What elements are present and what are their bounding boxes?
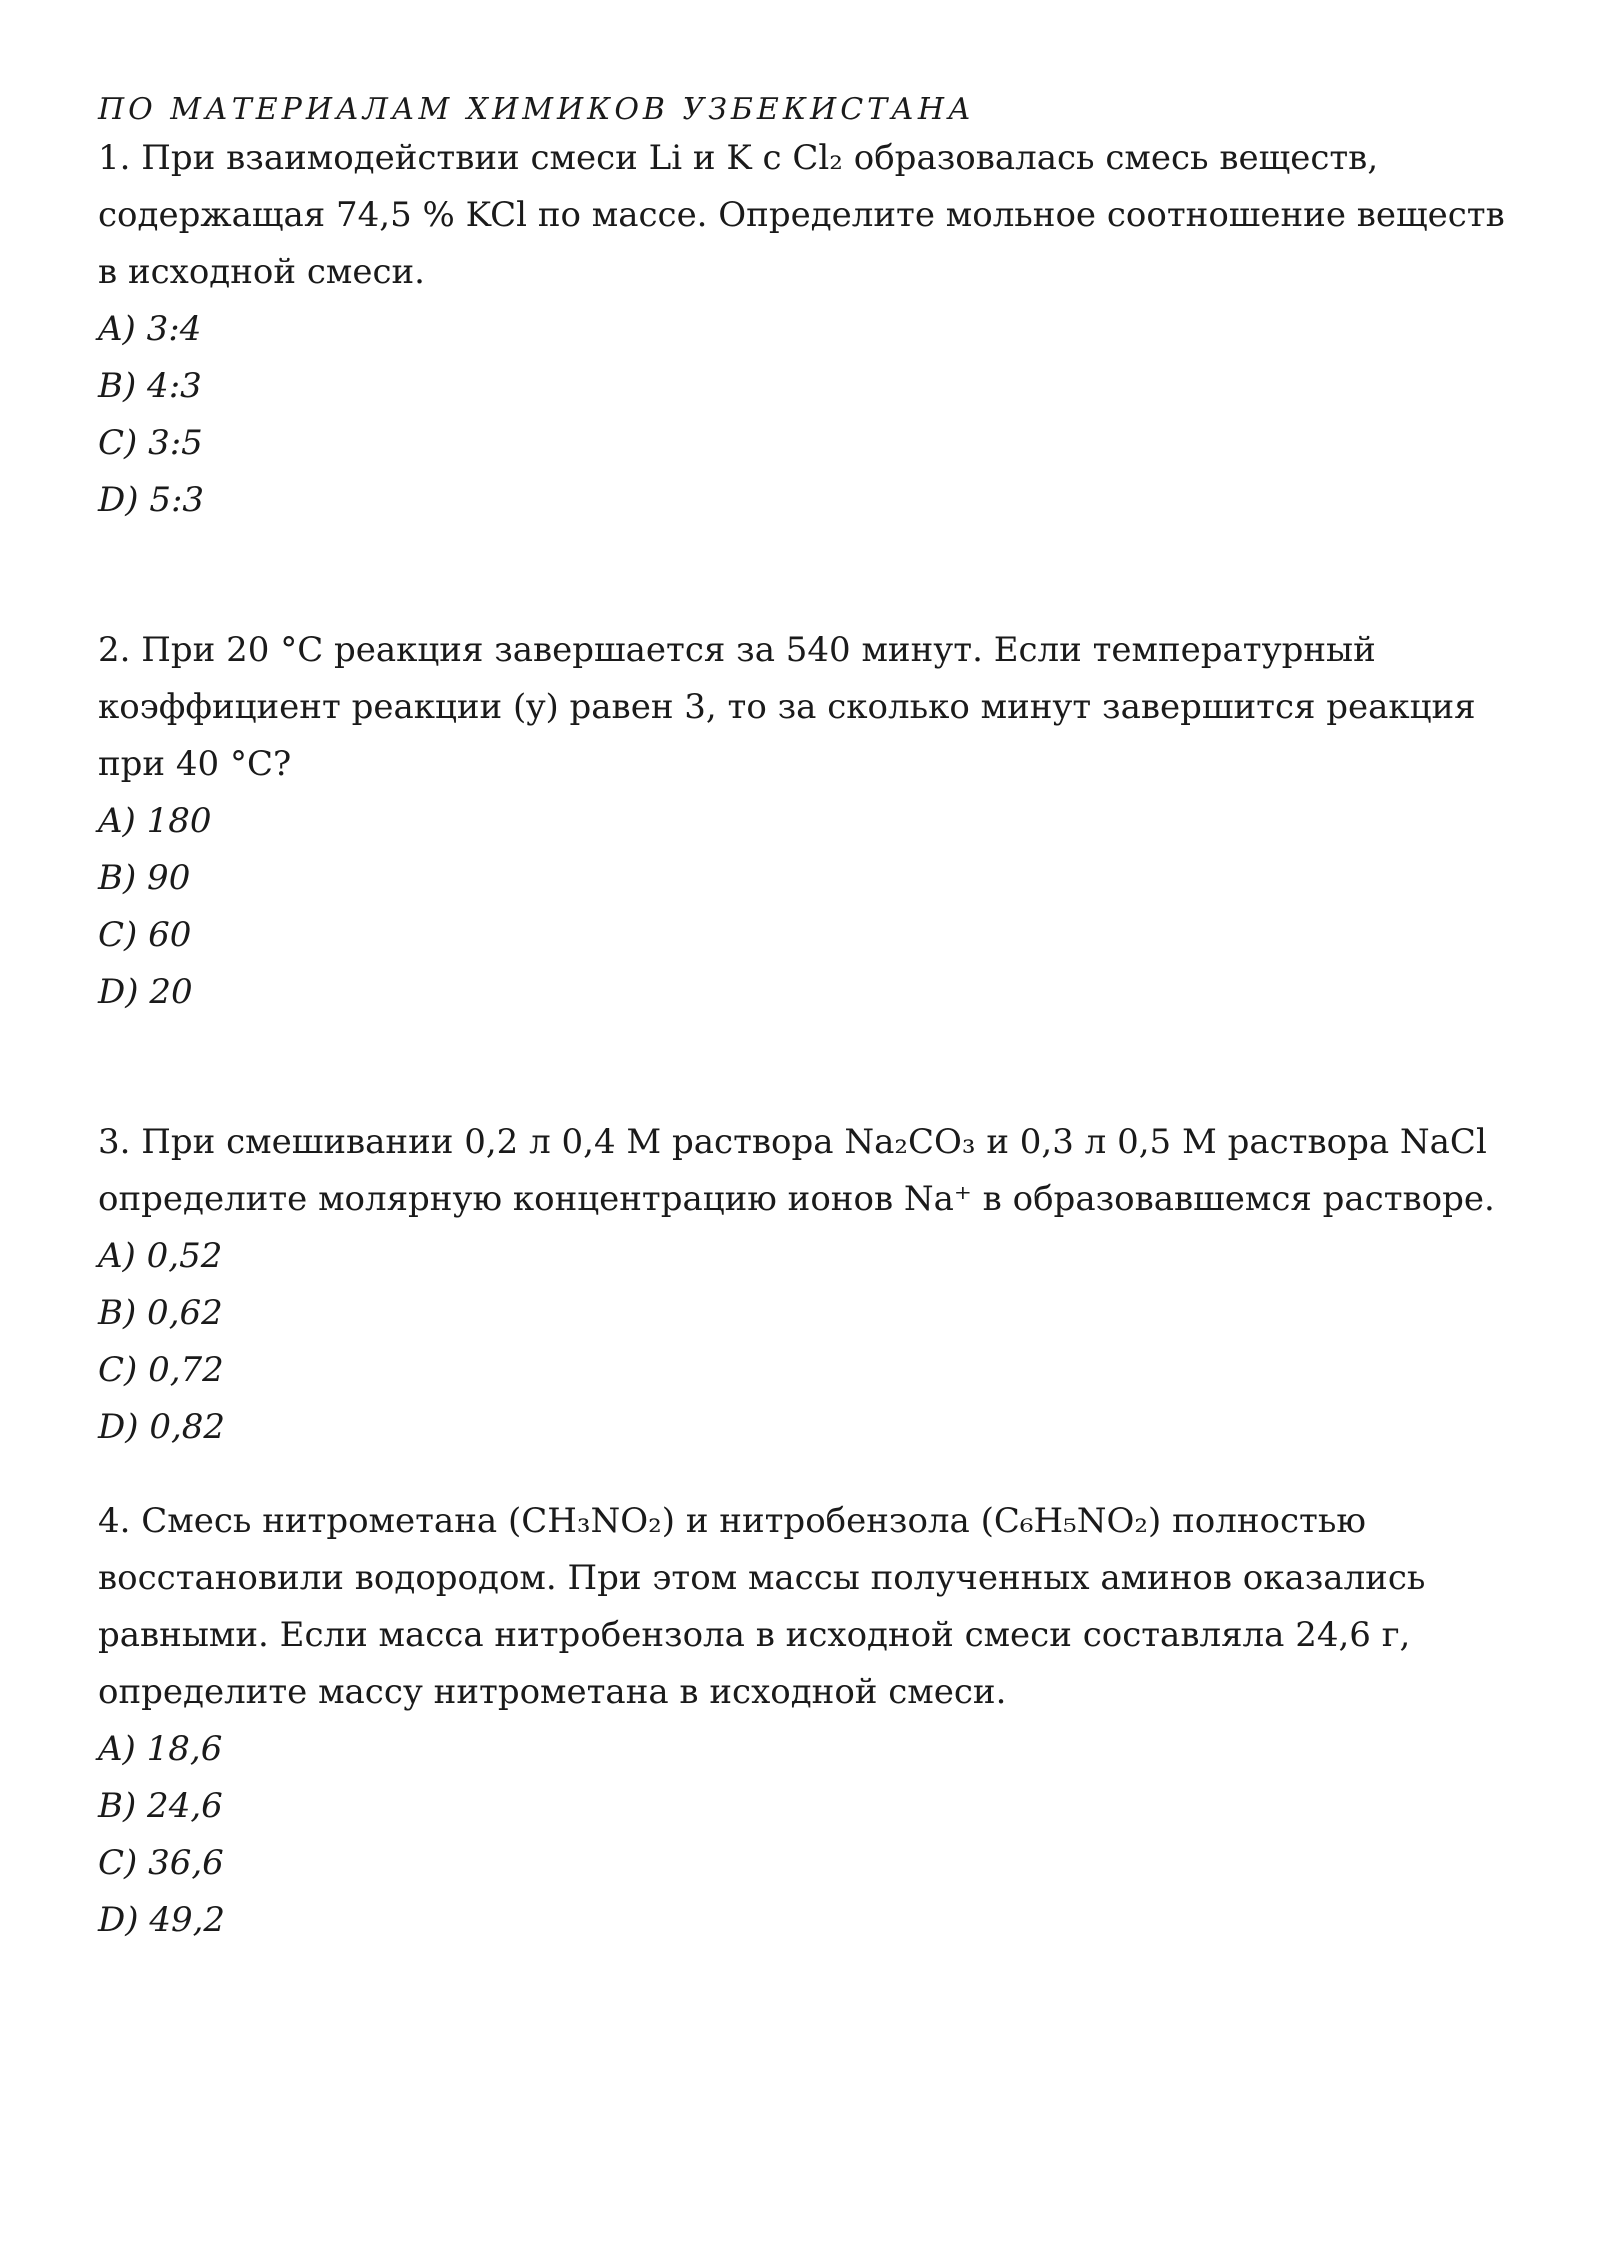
question-3-option-c: C) 0,72 <box>98 1350 224 1390</box>
question-2-option-b: B) 90 <box>98 858 191 898</box>
question-4-option-c: C) 36,6 <box>98 1843 224 1883</box>
question-1-options <box>98 301 1518 529</box>
question-2-option-d: D) 20 <box>98 972 193 1012</box>
question-3-option-d: D) 0,82 <box>98 1407 226 1447</box>
question-4-option-d: D) 49,2 <box>98 1900 226 1940</box>
question-2-option-c: C) 60 <box>98 915 192 955</box>
question-1 <box>98 130 1518 529</box>
question-1-option-a: A) 3:4 <box>98 309 202 349</box>
document-header: ПО МАТЕРИАЛАМ ХИМИКОВ УЗБЕКИСТАНА <box>98 92 975 127</box>
document-page <box>98 90 1518 1949</box>
question-4-option-b: B) 24,6 <box>98 1786 223 1826</box>
question-4-text: 4. Смесь нитрометана (CH₃NO₂) и нитробензола (C₆H₅NO₂) полностью восстановили водородом. При этом массы полученных аминов оказались равными. Если масса нитробензола в исходной смеси составляла 24,6 г, определите массу нитрометана в исходной смеси. <box>98 1501 1426 1712</box>
question-2-text: 2. При 20 °C реакция завершается за 540 минут. Если температурный коэффициент реакции (y) равен 3, то за сколько минут завершится реакция при 40 °C? <box>98 630 1476 784</box>
question-2 <box>98 622 1518 1021</box>
question-4-options <box>98 1721 1518 1949</box>
question-3-option-b: B) 0,62 <box>98 1293 223 1333</box>
question-2-options <box>98 793 1518 1021</box>
question-1-option-b: B) 4:3 <box>98 366 202 406</box>
question-4-option-a: A) 18,6 <box>98 1729 223 1769</box>
question-1-text: 1. При взаимодействии смеси Li и K с Cl₂ образовалась смесь веществ, содержащая 74,5 % KCl по массе. Определите мольное соотношение веществ в исходной смеси. <box>98 138 1505 292</box>
question-1-option-c: C) 3:5 <box>98 423 203 463</box>
question-1-option-d: D) 5:3 <box>98 480 205 520</box>
question-3-options <box>98 1228 1518 1456</box>
question-4 <box>98 1493 1518 1949</box>
question-3-text: 3. При смешивании 0,2 л 0,4 М раствора Na₂CO₃ и 0,3 л 0,5 М раствора NaCl определите молярную концентрацию ионов Na⁺ в образовавшемся растворе. <box>98 1122 1495 1219</box>
question-2-option-a: A) 180 <box>98 801 212 841</box>
question-3 <box>98 1114 1518 1456</box>
question-3-option-a: A) 0,52 <box>98 1236 223 1276</box>
